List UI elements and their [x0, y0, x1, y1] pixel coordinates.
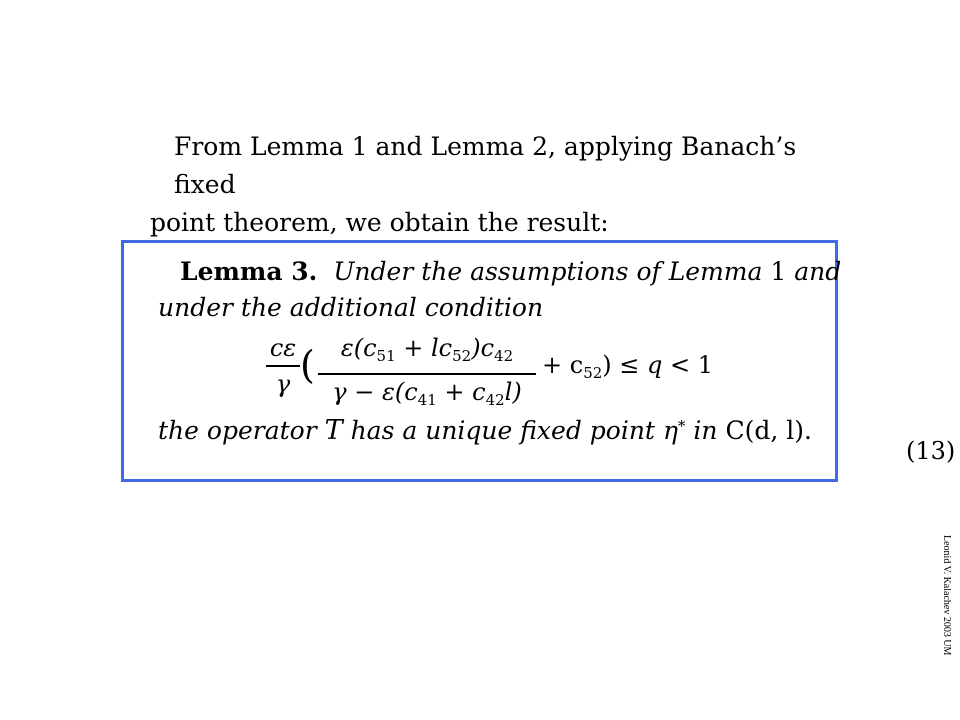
function-space: C(d, l).	[725, 416, 812, 445]
intro-paragraph	[150, 128, 840, 242]
lemma-head-text: Under the assumptions of Lemma	[333, 257, 763, 286]
den-sub-41: 41	[417, 391, 437, 409]
fraction-main	[318, 333, 536, 415]
fraction-1-numerator: cε	[269, 334, 297, 362]
conclusion-mid: has a unique fixed point	[350, 416, 655, 445]
operator-symbol: T	[324, 415, 343, 446]
open-parenthesis: (	[300, 343, 315, 387]
author-credit: Leonid V. Kalachev 2003 UM	[941, 535, 952, 656]
fraction-2-bar	[318, 373, 536, 375]
fraction-2-denominator	[318, 377, 536, 415]
equation-tail	[542, 351, 713, 382]
eta-symbol: η	[662, 416, 678, 445]
intro-line-1: From Lemma 1 and Lemma 2, applying Banach’s fixed	[174, 132, 797, 199]
conclusion-in: in	[693, 416, 718, 445]
equation-number: (13)	[906, 437, 956, 465]
den-part-a: γ − ε(c	[332, 378, 418, 406]
tail-q: q	[647, 351, 663, 379]
num-part-c: )c	[471, 334, 495, 362]
lemma-label: Lemma 3.	[180, 257, 318, 286]
fraction-c-epsilon-over-gamma	[266, 333, 300, 399]
num-sub-51: 51	[376, 347, 396, 365]
fraction-2-numerator	[318, 333, 536, 371]
eta-star	[663, 416, 685, 445]
num-sub-42: 42	[494, 347, 514, 365]
star-superscript: *	[677, 417, 686, 435]
intro-line-2: point theorem, we obtain the result:	[150, 208, 609, 237]
tail-leq: ) ≤	[602, 351, 648, 379]
tail-sub-52: 52	[583, 364, 603, 382]
lemma-condition-line: under the additional condition	[158, 293, 544, 322]
lemma-head-number: 1	[770, 257, 787, 286]
lemma-head-tail: and	[794, 257, 842, 286]
den-part-c: l)	[504, 378, 522, 406]
den-part-b: + c	[436, 378, 486, 406]
num-part-a: ε(c	[340, 334, 377, 362]
fraction-1-denominator: γ	[275, 370, 291, 398]
num-sub-52: 52	[452, 347, 472, 365]
fraction-1-bar	[266, 365, 300, 367]
conclusion-pre: the operator	[158, 416, 317, 445]
lemma-box	[121, 240, 956, 482]
tail-plus-c: + c	[542, 351, 584, 379]
lemma-conclusion	[158, 415, 812, 446]
den-sub-42: 42	[485, 391, 505, 409]
tail-less-than-one: < 1	[662, 351, 714, 379]
num-part-b: + lc	[395, 334, 453, 362]
lemma-heading	[180, 257, 841, 286]
